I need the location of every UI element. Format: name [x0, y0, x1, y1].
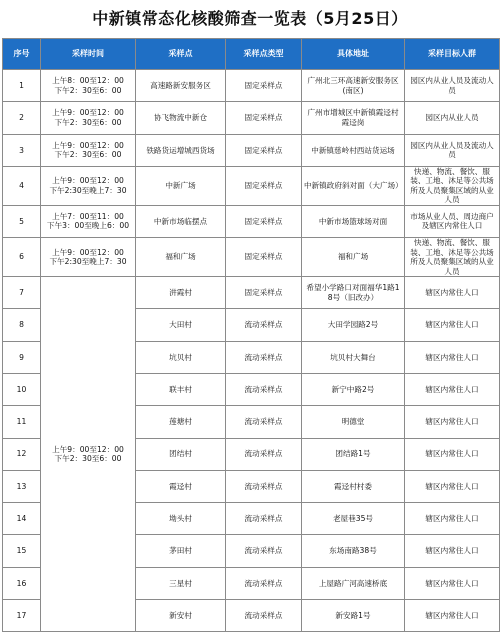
row-number: 15 [3, 535, 41, 567]
header-type: 采样点类型 [226, 39, 302, 70]
site-type: 流动采样点 [226, 438, 302, 470]
sampling-site: 坑贝村 [136, 341, 226, 373]
target-population: 辖区内常住人口 [405, 277, 500, 309]
sampling-site: 汫霞村 [136, 277, 226, 309]
sampling-site: 中新市场临摆点 [136, 205, 226, 237]
table-row [3, 102, 500, 134]
site-address: 老屋巷35号 [302, 503, 405, 535]
target-population: 辖区内常住人口 [405, 373, 500, 405]
row-number: 12 [3, 438, 41, 470]
sampling-site: 坳头村 [136, 503, 226, 535]
sampling-time: 上午9：00至12：00 下午2:30至晚上7：30 [41, 166, 136, 205]
site-address: 新安路1号 [302, 600, 405, 632]
site-type: 固定采样点 [226, 238, 302, 277]
site-type: 固定采样点 [226, 70, 302, 102]
site-type: 流动采样点 [226, 373, 302, 405]
site-address: 广州北三环高速新安服务区(南区) [302, 70, 405, 102]
site-address: 明德堂 [302, 406, 405, 438]
target-population: 辖区内常住人口 [405, 406, 500, 438]
row-number: 2 [3, 102, 41, 134]
table-row [3, 134, 500, 166]
site-type: 流动采样点 [226, 567, 302, 599]
sampling-site: 霞迳村 [136, 470, 226, 502]
target-population: 园区内从业人员 [405, 102, 500, 134]
site-type: 固定采样点 [226, 205, 302, 237]
header-site: 采样点 [136, 39, 226, 70]
target-population: 园区内从业人员及流动人员 [405, 134, 500, 166]
target-population: 市场从业人员、周边商户及辖区内常住人口 [405, 205, 500, 237]
table-row [3, 277, 500, 309]
header-no: 序号 [3, 39, 41, 70]
site-address: 上屋路广河高速桥底 [302, 567, 405, 599]
site-type: 流动采样点 [226, 309, 302, 341]
site-address: 霞迳村村委 [302, 470, 405, 502]
target-population: 辖区内常住人口 [405, 567, 500, 599]
site-type: 固定采样点 [226, 102, 302, 134]
site-type: 流动采样点 [226, 600, 302, 632]
target-population: 辖区内常住人口 [405, 503, 500, 535]
sampling-site: 茅田村 [136, 535, 226, 567]
site-type: 流动采样点 [226, 535, 302, 567]
page-title: 中新镇常态化核酸筛查一览表（5月25日） [92, 9, 408, 28]
sampling-time: 上午9：00至12：00 下午2：30至6：00 [41, 102, 136, 134]
target-population: 辖区内常住人口 [405, 470, 500, 502]
site-address: 新宁中路2号 [302, 373, 405, 405]
table-row [3, 70, 500, 102]
site-address: 大田学园路2号 [302, 309, 405, 341]
sampling-time: 上午8：00至12：00 下午2：30至6：00 [41, 70, 136, 102]
site-address: 福和广场 [302, 238, 405, 277]
sampling-site: 高速路新安服务区 [136, 70, 226, 102]
table-row [3, 238, 500, 277]
row-number: 6 [3, 238, 41, 277]
target-population: 辖区内常住人口 [405, 341, 500, 373]
target-population: 快递、物流、餐饮、服装、工地、沐足等公共场所及人员聚集区域的从业人员 [405, 238, 500, 277]
sampling-site: 协飞物流中新仓 [136, 102, 226, 134]
site-type: 流动采样点 [226, 341, 302, 373]
site-address: 广州市增城区中新镇霞迳村霞迳岗 [302, 102, 405, 134]
table-row [3, 205, 500, 237]
target-population: 园区内从业人员及流动人员 [405, 70, 500, 102]
row-number: 13 [3, 470, 41, 502]
header-time: 采样时间 [41, 39, 136, 70]
sampling-site: 团结村 [136, 438, 226, 470]
row-number: 1 [3, 70, 41, 102]
target-population: 快递、物流、餐饮、服装、工地、沐足等公共场所及人员聚集区域的从业人员 [405, 166, 500, 205]
sampling-time-merged: 上午9：00至12：00 下午2：30至6：00 [41, 277, 136, 632]
row-number: 17 [3, 600, 41, 632]
table-header-row [3, 39, 500, 70]
site-type: 流动采样点 [226, 470, 302, 502]
header-address: 具体地址 [302, 39, 405, 70]
sampling-time: 上午9：00至12：00 下午2：30至6：00 [41, 134, 136, 166]
sampling-time: 上午9：00至12：00 下午2:30至晚上7：30 [41, 238, 136, 277]
site-address: 中新镇慈岭村西站货运场 [302, 134, 405, 166]
site-address: 中新市场篮球场对面 [302, 205, 405, 237]
site-address: 坑贝村大舞台 [302, 341, 405, 373]
sampling-site: 三星村 [136, 567, 226, 599]
target-population: 辖区内常住人口 [405, 438, 500, 470]
site-type: 流动采样点 [226, 406, 302, 438]
site-type: 固定采样点 [226, 277, 302, 309]
screening-table [2, 38, 500, 632]
sampling-time: 上午7：00至11：00 下午3：00至晚上6：00 [41, 205, 136, 237]
row-number: 8 [3, 309, 41, 341]
sampling-site: 新安村 [136, 600, 226, 632]
row-number: 16 [3, 567, 41, 599]
site-type: 固定采样点 [226, 166, 302, 205]
site-type: 固定采样点 [226, 134, 302, 166]
sampling-site: 联丰村 [136, 373, 226, 405]
row-number: 5 [3, 205, 41, 237]
row-number: 14 [3, 503, 41, 535]
row-number: 7 [3, 277, 41, 309]
sampling-site: 铁路货运增城西货场 [136, 134, 226, 166]
table-row [3, 166, 500, 205]
site-address: 希望小学路口对面福华1路18号（旧改办） [302, 277, 405, 309]
row-number: 10 [3, 373, 41, 405]
target-population: 辖区内常住人口 [405, 309, 500, 341]
site-address: 团结路1号 [302, 438, 405, 470]
row-number: 3 [3, 134, 41, 166]
row-number: 11 [3, 406, 41, 438]
target-population: 辖区内常住人口 [405, 535, 500, 567]
header-target: 采样目标人群 [405, 39, 500, 70]
target-population: 辖区内常住人口 [405, 600, 500, 632]
sampling-site: 中新广场 [136, 166, 226, 205]
site-address: 中新镇政府斜对面（大广场） [302, 166, 405, 205]
row-number: 9 [3, 341, 41, 373]
sampling-site: 莲塘村 [136, 406, 226, 438]
row-number: 4 [3, 166, 41, 205]
sampling-site: 大田村 [136, 309, 226, 341]
site-type: 流动采样点 [226, 503, 302, 535]
site-address: 东场南路38号 [302, 535, 405, 567]
sampling-site: 福和广场 [136, 238, 226, 277]
